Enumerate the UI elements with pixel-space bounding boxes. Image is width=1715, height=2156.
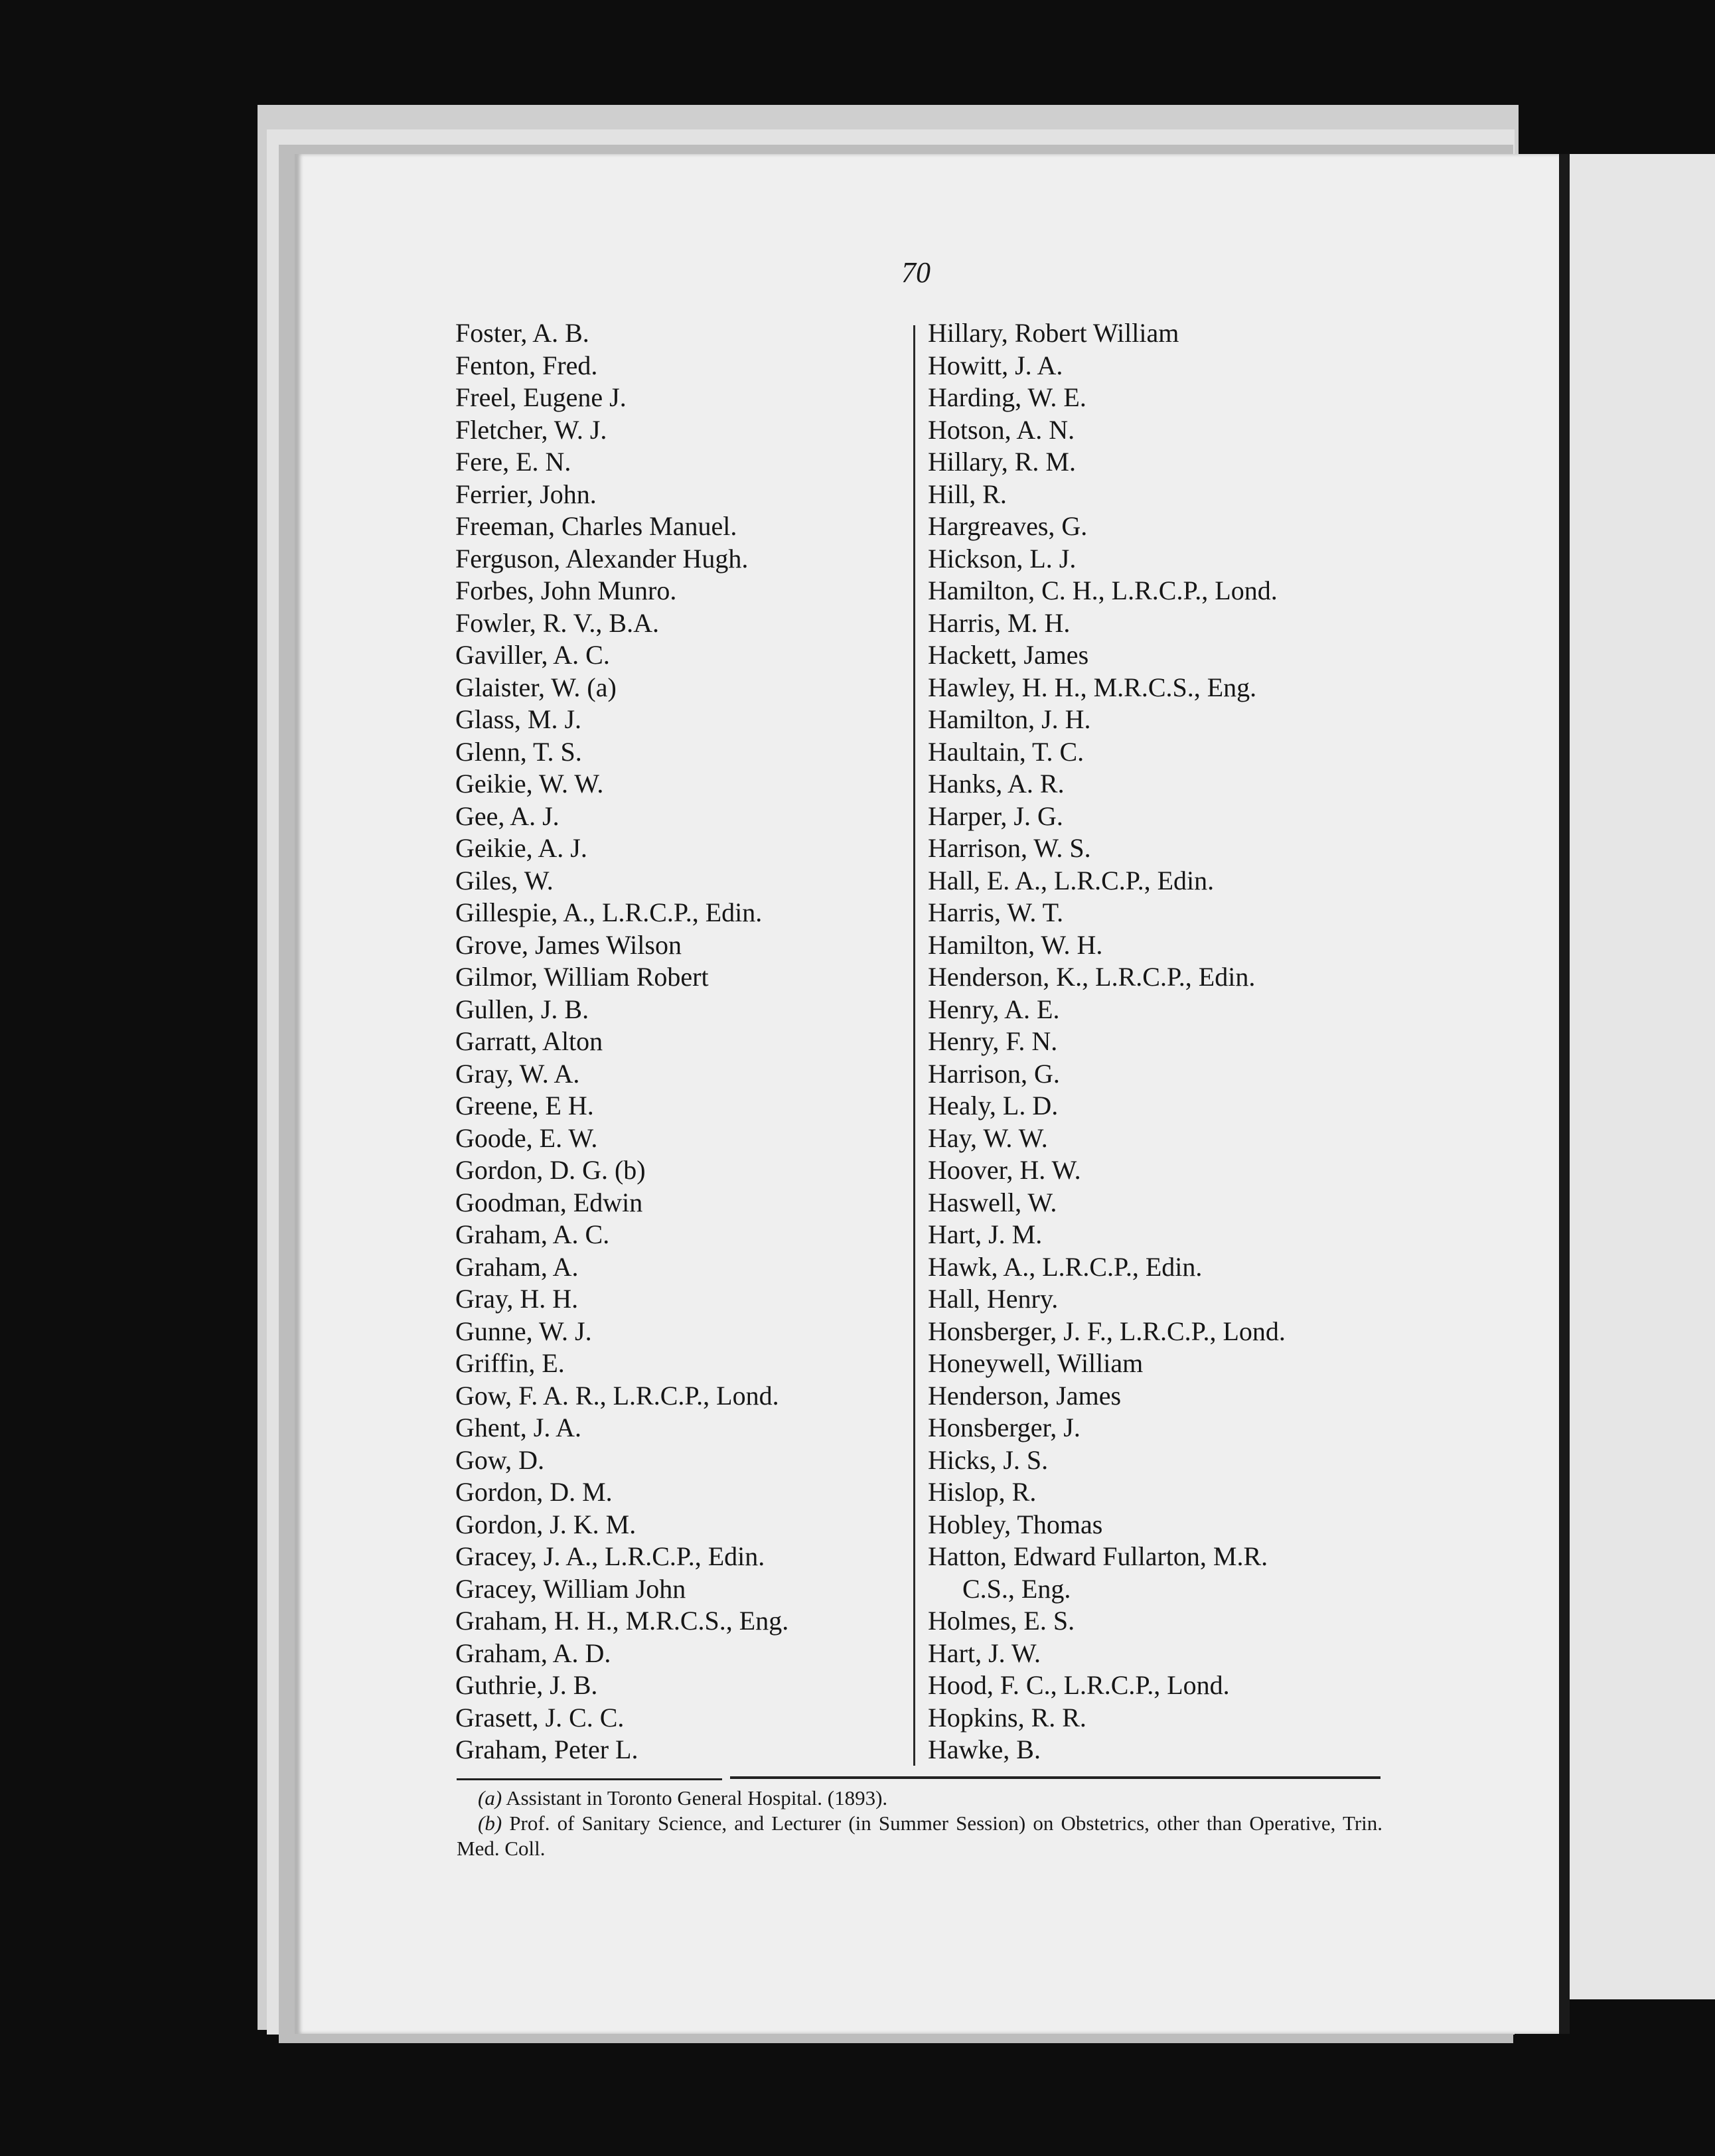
name-entry: Gunne, W. J.: [455, 1316, 592, 1346]
name-entry: Hillary, Robert William: [928, 318, 1179, 348]
name-entry: Gracey, J. A., L.R.C.P., Edin.: [455, 1541, 765, 1571]
facing-page-edge: [1570, 154, 1715, 1999]
book-gutter: [1559, 154, 1570, 2034]
name-entry: Giles, W.: [455, 865, 554, 895]
name-entry: Hart, J. M.: [928, 1219, 1043, 1249]
name-entry: Holmes, E. S.: [928, 1606, 1075, 1636]
name-entry: C.S., Eng.: [962, 1573, 1071, 1604]
name-entry: Goodman, Edwin: [455, 1187, 643, 1217]
name-entry: Graham, A. C.: [455, 1219, 610, 1249]
name-entry: Griffin, E.: [455, 1348, 565, 1378]
name-entry: Harper, J. G.: [928, 801, 1063, 831]
name-entry: Graham, H. H., M.R.C.S., Eng.: [455, 1606, 789, 1636]
name-entry: Grasett, J. C. C.: [455, 1702, 625, 1733]
name-entry: Harrison, G.: [928, 1058, 1060, 1089]
name-entry: Healy, L. D.: [928, 1091, 1059, 1120]
name-entry: Graham, A. D.: [455, 1638, 611, 1668]
name-entry: Hay, W. W.: [928, 1122, 1048, 1153]
name-entry: Harrison, W. S.: [928, 833, 1091, 863]
name-entry: Geikie, A. J.: [455, 833, 587, 863]
name-entry: Hall, Henry.: [928, 1284, 1059, 1314]
name-entry: Harris, W. T.: [928, 897, 1064, 927]
name-entry: Hargreaves, G.: [928, 511, 1088, 541]
name-entry: Hopkins, R. R.: [928, 1702, 1086, 1733]
name-entry: Hamilton, W. H.: [928, 929, 1103, 960]
name-entry: Henderson, James: [928, 1380, 1122, 1411]
name-entry: Hicks, J. S.: [928, 1444, 1049, 1475]
name-entry: Harris, M. H.: [928, 607, 1071, 638]
name-entry: Fenton, Fred.: [455, 350, 598, 380]
name-entry: Honsberger, J.: [928, 1413, 1081, 1442]
footnote-text: Assistant in Toronto General Hospital. (1893).: [506, 1786, 888, 1810]
name-entry: Honsberger, J. F., L.R.C.P., Lond.: [928, 1316, 1286, 1346]
name-entry: Gordon, D. G. (b): [455, 1155, 646, 1185]
name-entry: Gordon, J. K. M.: [455, 1509, 636, 1539]
name-entry: Ghent, J. A.: [455, 1413, 581, 1442]
name-entry: Henderson, K., L.R.C.P., Edin.: [928, 962, 1256, 992]
name-entry: Gray, W. A.: [455, 1058, 580, 1089]
name-entry: Hislop, R.: [928, 1477, 1037, 1507]
name-entry: Glenn, T. S.: [455, 736, 582, 767]
footnote-a: [457, 1786, 1382, 1811]
right-name-column: [928, 317, 1392, 1766]
name-entry: Hamilton, C. H., L.R.C.P., Lond.: [928, 576, 1278, 605]
name-entry: Gordon, D. M.: [455, 1477, 613, 1507]
name-entry: Garratt, Alton: [455, 1026, 603, 1056]
name-entry: Gaviller, A. C.: [455, 640, 610, 670]
name-entry: Greene, E H.: [455, 1091, 594, 1120]
name-entry: Hotson, A. N.: [928, 414, 1075, 445]
name-entry: Haswell, W.: [928, 1187, 1057, 1217]
name-entry: Gray, H. H.: [455, 1284, 579, 1314]
name-entry: Gow, D.: [455, 1444, 545, 1475]
name-entry: Guthrie, J. B.: [455, 1670, 598, 1700]
name-entry: Howitt, J. A.: [928, 350, 1063, 380]
name-entry: Gracey, William John: [455, 1573, 686, 1604]
name-entry: Hawley, H. H., M.R.C.S., Eng.: [928, 672, 1257, 702]
name-entry: Fere, E. N.: [455, 447, 571, 477]
name-entry: Hickson, L. J.: [928, 543, 1077, 574]
name-entry: Gee, A. J.: [455, 801, 559, 831]
name-entry: Goode, E. W.: [455, 1122, 598, 1153]
name-entry: Graham, A.: [455, 1251, 579, 1282]
name-entry: Hawk, A., L.R.C.P., Edin.: [928, 1251, 1203, 1282]
name-entry: Hillary, R. M.: [928, 447, 1076, 477]
footnote-text: Prof. of Sanitary Science, and Lecturer (in Summer Session) on Obstetrics, other than Operative, Trin. Med. Coll.: [457, 1811, 1383, 1860]
name-entry: Gow, F. A. R., L.R.C.P., Lond.: [455, 1380, 779, 1411]
name-entry: Freeman, Charles Manuel.: [455, 511, 737, 541]
name-entry: Glaister, W. (a): [455, 672, 617, 702]
footnote-rule: [457, 1778, 722, 1780]
name-entry: Hill, R.: [928, 479, 1007, 509]
name-entry: Grove, James Wilson: [455, 929, 682, 960]
left-name-column: [455, 317, 893, 1766]
name-entry: Glass, M. J.: [455, 704, 582, 734]
name-entry: Geikie, W. W.: [455, 769, 604, 799]
name-entry: Foster, A. B.: [455, 318, 589, 348]
name-entry: Haultain, T. C.: [928, 736, 1084, 767]
name-entry: Hackett, James: [928, 640, 1089, 670]
name-entry: Henry, A. E.: [928, 994, 1060, 1024]
name-entry: Honeywell, William: [928, 1348, 1144, 1378]
name-entry: Ferguson, Alexander Hugh.: [455, 543, 749, 574]
page-number: 70: [901, 256, 931, 289]
name-entry: Hatton, Edward Fullarton, M.R.: [928, 1541, 1268, 1571]
name-entry: Fowler, R. V., B.A.: [455, 607, 659, 638]
name-entry: Graham, Peter L.: [455, 1734, 638, 1764]
footnote-rule: [730, 1776, 1380, 1779]
footnotes: [457, 1786, 1382, 1861]
column-divider: [913, 325, 915, 1766]
name-entry: Gilmor, William Robert: [455, 962, 709, 992]
name-entry: Hanks, A. R.: [928, 769, 1065, 799]
name-entry: Hamilton, J. H.: [928, 704, 1091, 734]
name-entry: Harding, W. E.: [928, 382, 1086, 412]
name-entry: Hall, E. A., L.R.C.P., Edin.: [928, 865, 1215, 895]
name-entry: Ferrier, John.: [455, 479, 597, 509]
name-entry: Hoover, H. W.: [928, 1155, 1081, 1185]
name-entry: Hart, J. W.: [928, 1638, 1041, 1668]
footnote-b: [457, 1811, 1382, 1861]
name-entry: Hood, F. C., L.R.C.P., Lond.: [928, 1670, 1230, 1700]
name-entry: Hobley, Thomas: [928, 1509, 1103, 1539]
name-entry: Gillespie, A., L.R.C.P., Edin.: [455, 897, 763, 927]
footnote-marker: (b): [478, 1811, 502, 1835]
name-entry: Gullen, J. B.: [455, 994, 589, 1024]
name-entry: Forbes, John Munro.: [455, 576, 677, 605]
name-entry: Freel, Eugene J.: [455, 382, 627, 412]
name-entry: Hawke, B.: [928, 1734, 1041, 1764]
name-entry: Fletcher, W. J.: [455, 414, 607, 445]
name-entry: Henry, F. N.: [928, 1026, 1058, 1056]
footnote-marker: (a): [478, 1786, 502, 1810]
